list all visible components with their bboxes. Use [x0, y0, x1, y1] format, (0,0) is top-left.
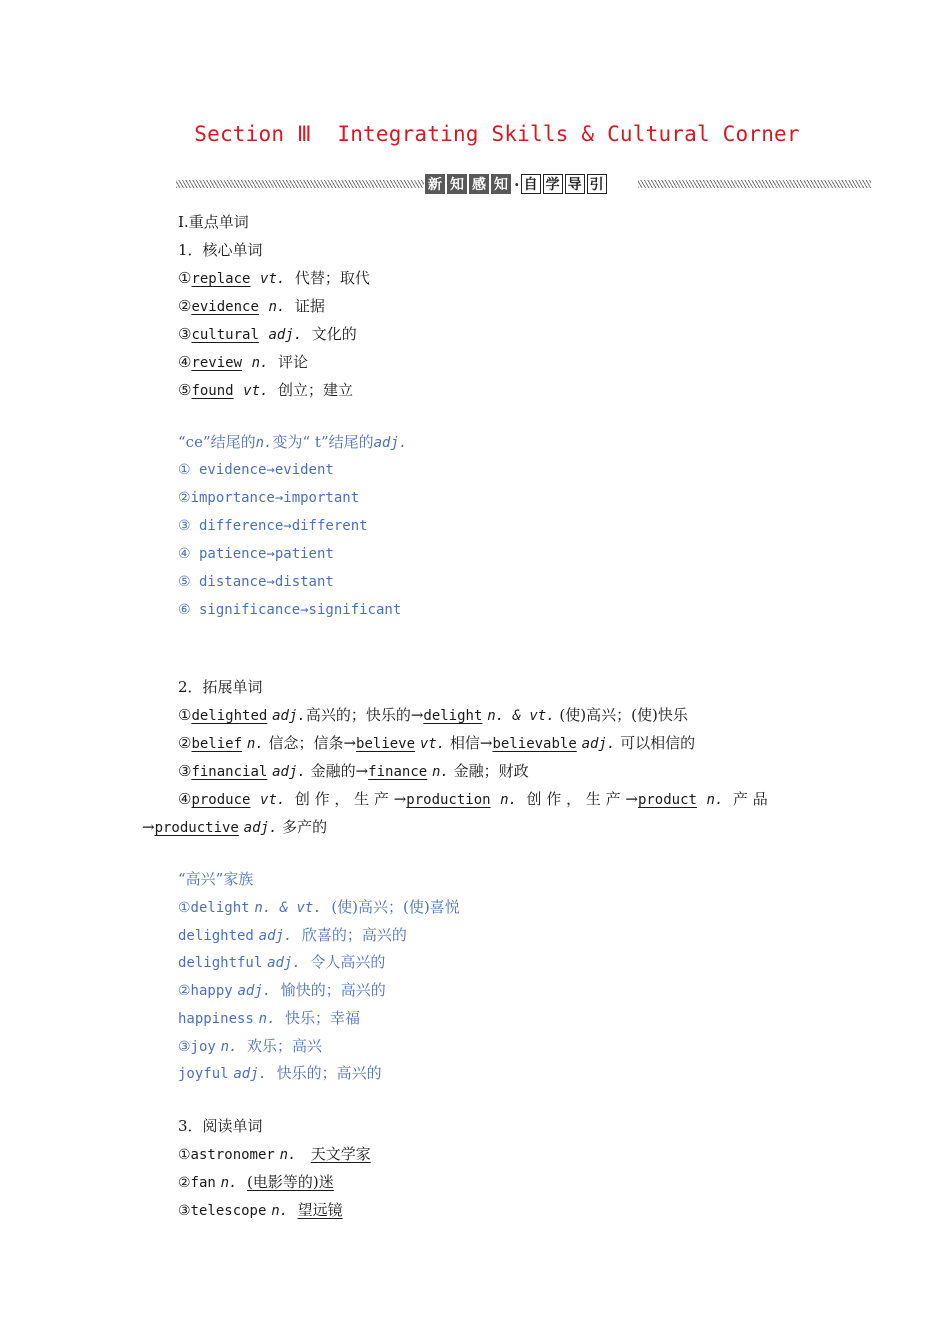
tip-title-part: adj.	[373, 435, 408, 451]
tip-item: ⑤ distance→distant	[178, 574, 334, 590]
word-meaning: 多产的	[282, 818, 328, 836]
word-meaning: 产 品	[732, 790, 768, 808]
item-number: ③	[178, 762, 192, 780]
banner-char: 自	[521, 174, 541, 194]
extended-word-row	[178, 761, 529, 782]
word-meaning: (电影等的)迷	[247, 1173, 334, 1191]
item-number: ④	[178, 790, 192, 808]
word: delight	[423, 708, 483, 724]
item-number: ①	[178, 706, 192, 724]
word: financial	[191, 764, 268, 780]
word-meaning: 金融；财政	[453, 762, 529, 780]
core-word: evidence	[191, 299, 259, 315]
word-meaning: 信念；信条→	[268, 734, 357, 752]
banner-char: 知	[447, 174, 467, 194]
tip-item	[178, 952, 385, 973]
tip-title-part: n.	[255, 435, 273, 451]
word: ③telescope	[178, 1203, 267, 1219]
word: delighted	[178, 928, 254, 944]
part-of-speech: vt.	[243, 383, 269, 399]
item-number: ②	[178, 734, 192, 752]
part-of-speech: n.	[268, 299, 286, 315]
word: ②happy	[178, 983, 233, 999]
tip-title	[178, 432, 407, 453]
core-word: review	[191, 355, 243, 371]
banner-char: 新	[425, 174, 445, 194]
banner-hatch-right	[638, 180, 871, 188]
part-of-speech: n.	[271, 1203, 289, 1219]
banner-label	[425, 172, 609, 196]
part-of-speech: n.	[220, 1175, 238, 1191]
section-banner	[176, 172, 871, 196]
core-word-row	[178, 352, 308, 373]
word: delightful	[178, 955, 263, 971]
subheading-core-words: 1．核心单词	[178, 241, 263, 259]
word: product	[637, 792, 697, 808]
word-meaning: 令人高兴的	[310, 953, 386, 971]
word-meaning: 快乐的；高兴的	[276, 1064, 382, 1082]
word: believe	[356, 736, 416, 752]
part-of-speech: vt.	[260, 792, 286, 808]
item-number: ①	[178, 269, 192, 287]
word: believable	[492, 736, 577, 752]
reading-word-row	[178, 1200, 343, 1221]
core-word-row	[178, 380, 353, 401]
part-of-speech: adj.	[581, 736, 616, 752]
extended-word-row	[178, 733, 695, 754]
part-of-speech: n. & vt.	[487, 708, 555, 724]
subheading-extended-words: 2．拓展单词	[178, 678, 263, 696]
banner-char: 知	[491, 174, 511, 194]
word-meaning: 愉快的；高兴的	[280, 981, 386, 999]
word: ①astronomer	[178, 1147, 275, 1163]
part-of-speech: n.	[279, 1147, 297, 1163]
tip-item: ③ difference→different	[178, 518, 368, 534]
tip-item: ④ patience→patient	[178, 546, 334, 562]
extended-word-row	[178, 789, 768, 810]
word-meaning: 欣喜的；高兴的	[301, 926, 407, 944]
word-meaning: 文化的	[311, 325, 357, 343]
part-of-speech: adj.	[272, 764, 306, 780]
word: produce	[191, 792, 251, 808]
word-meaning: 欢乐；高兴	[247, 1037, 323, 1055]
word: ①delight	[178, 900, 250, 916]
banner-char: 学	[543, 174, 563, 194]
tip-item: ⑥ significance→significant	[178, 602, 402, 618]
arrow: →	[142, 818, 155, 836]
part-of-speech: n.	[431, 764, 449, 780]
word-meaning: 可以相信的	[620, 734, 696, 752]
part-of-speech: n.	[251, 355, 269, 371]
word: productive	[154, 820, 239, 836]
part-of-speech: vt.	[419, 736, 446, 752]
item-number: ④	[178, 353, 192, 371]
part-of-speech: adj.	[243, 820, 278, 836]
part-of-speech: n. & vt.	[254, 900, 322, 916]
core-word-row	[178, 268, 370, 289]
part-of-speech: n.	[258, 1011, 276, 1027]
tip-title-part: 变为“ t”结尾的	[272, 433, 374, 451]
part-of-speech: n.	[706, 792, 724, 808]
word-meaning: 代替；取代	[294, 269, 370, 287]
tip-title-part: “ce”结尾的	[178, 433, 256, 451]
word-meaning: 创 作 ， 生 产 →	[526, 790, 638, 808]
word: belief	[191, 736, 243, 752]
tip-item	[178, 1036, 322, 1057]
part-of-speech: n.	[220, 1039, 238, 1055]
word-meaning: (使)高兴；(使)喜悦	[331, 898, 460, 916]
extended-word-row	[142, 817, 327, 838]
word: joyful	[178, 1066, 229, 1082]
part-of-speech: adj.	[258, 928, 293, 944]
part-of-speech: adj.	[267, 955, 301, 971]
reading-word-row	[178, 1172, 334, 1193]
subheading-reading-words: 3．阅读单词	[178, 1117, 263, 1135]
tip-item	[178, 897, 460, 918]
item-number: ③	[178, 325, 192, 343]
word-meaning: 高兴的；快乐的→	[305, 706, 424, 724]
part-of-speech: adj.	[268, 327, 303, 343]
tip-item	[178, 1008, 360, 1029]
extended-word-row	[178, 705, 688, 726]
tip-item	[178, 1063, 382, 1084]
core-word-row	[178, 296, 325, 317]
word: production	[406, 792, 491, 808]
banner-char: 导	[565, 174, 585, 194]
banner-hatch-left	[176, 180, 424, 188]
item-number: ②	[178, 297, 192, 315]
part-of-speech: vt.	[260, 271, 286, 287]
word: delighted	[191, 708, 268, 724]
banner-char: 引	[587, 174, 607, 194]
item-number: ⑤	[178, 381, 192, 399]
part-of-speech: adj.	[233, 1066, 268, 1082]
part-of-speech: n.	[500, 792, 517, 808]
word-meaning: 相信→	[449, 734, 493, 752]
word-meaning: 评论	[277, 353, 308, 371]
word: ③joy	[178, 1039, 216, 1055]
word-meaning: (使)高兴；(使)快乐	[559, 706, 688, 724]
banner-separator: ·	[514, 174, 520, 194]
word: finance	[368, 764, 428, 780]
tip-item	[178, 925, 407, 946]
part-of-speech: adj.	[272, 708, 306, 724]
core-word: cultural	[191, 327, 259, 343]
tip-title: “高兴”家族	[178, 870, 254, 888]
word-meaning: 望远镜	[297, 1201, 343, 1219]
word-meaning: 天文学家	[310, 1145, 371, 1163]
core-word-row	[178, 324, 357, 345]
page-title: Section Ⅲ Integrating Skills & Cultural Corner	[194, 122, 800, 146]
part-of-speech: adj.	[237, 983, 272, 999]
section-heading: Ⅰ.重点单词	[178, 213, 249, 231]
word: ②fan	[178, 1175, 216, 1191]
core-word: replace	[191, 271, 251, 287]
word-meaning: 金融的→	[310, 762, 369, 780]
reading-word-row	[178, 1144, 371, 1165]
tip-item	[178, 980, 386, 1001]
word-meaning: 快乐；幸福	[285, 1009, 361, 1027]
word: happiness	[178, 1011, 254, 1027]
core-word: found	[191, 383, 234, 399]
part-of-speech: n.	[246, 736, 264, 752]
word-meaning: 证据	[294, 297, 325, 315]
tip-item: ②importance→important	[178, 490, 360, 506]
word-meaning: 创 作 ， 生 产 →	[294, 790, 407, 808]
tip-item: ① evidence→evident	[178, 462, 334, 478]
word-meaning: 创立；建立	[278, 381, 354, 399]
banner-char: 感	[469, 174, 489, 194]
